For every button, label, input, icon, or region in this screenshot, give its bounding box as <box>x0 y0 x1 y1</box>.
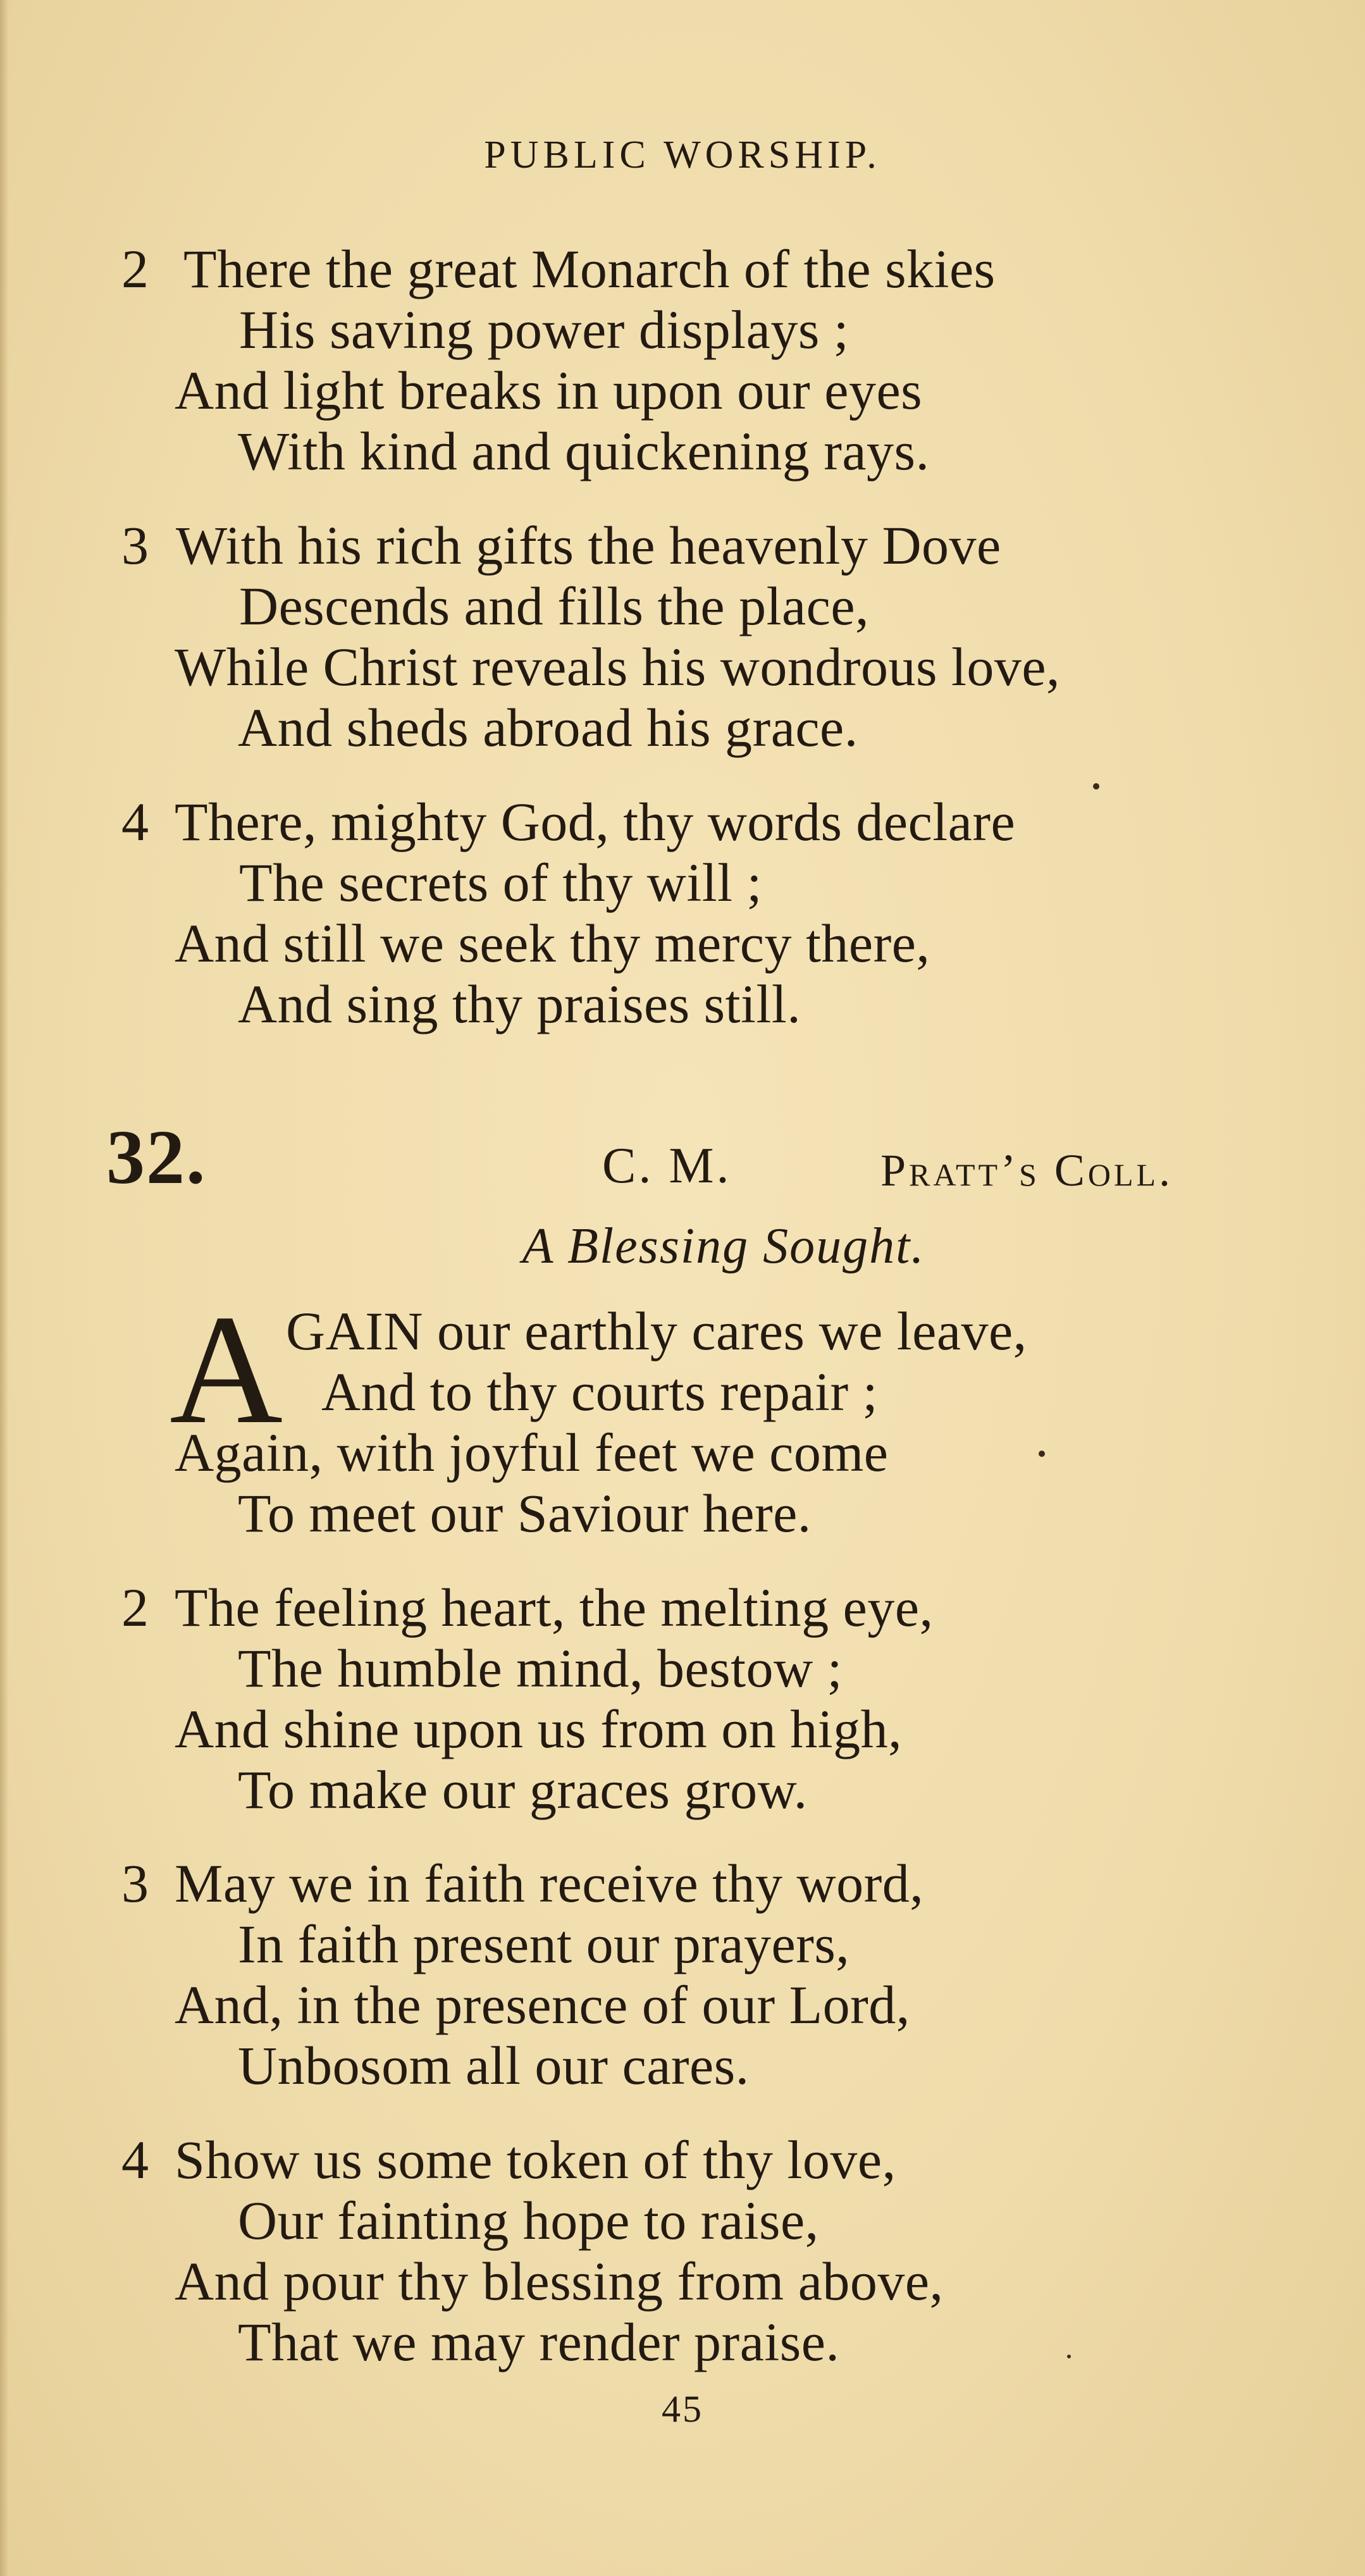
verse-line: To meet our Saviour here. <box>238 1483 812 1544</box>
drop-cap: A <box>170 1282 283 1456</box>
verse-line: That we may render praise. <box>238 2312 840 2372</box>
verse-line: Again, with joyful feet we come <box>175 1422 889 1483</box>
stanza-number: 3 <box>121 515 149 576</box>
stanza-number: 3 <box>121 1853 149 1914</box>
verse-line: The secrets of thy will ; <box>239 852 762 913</box>
page-number: 45 <box>662 2388 703 2430</box>
verse-line: And, in the presence of our Lord, <box>175 1974 910 2035</box>
ink-speck <box>1093 783 1099 790</box>
verse-line: Show us some token of thy love, <box>175 2129 896 2190</box>
verse-line: To make our graces grow. <box>238 1759 808 1820</box>
stanza-number: 2 <box>121 1577 149 1638</box>
page-edge-shadow <box>0 0 9 2576</box>
verse-line: With his rich gifts the heavenly Dove <box>176 515 1001 576</box>
verse-line: Our fainting hope to raise, <box>238 2190 819 2251</box>
verse-line: There, mighty God, thy words declare <box>175 791 1016 852</box>
verse-line: And to thy courts repair ; <box>321 1361 878 1422</box>
verse-line: And still we seek thy mercy there, <box>175 913 930 974</box>
verse-line: His saving power displays ; <box>239 299 849 360</box>
verse-line: And sing thy praises still. <box>238 974 801 1034</box>
verse-line: May we in faith receive thy word, <box>175 1853 924 1914</box>
verse-line: Unbosom all our cares. <box>238 2035 750 2096</box>
running-head: PUBLIC WORSHIP. <box>484 133 881 176</box>
verse-line: GAIN our earthly cares we leave, <box>286 1301 1027 1361</box>
stanza-number: 4 <box>121 791 149 852</box>
stanza-number: 2 <box>121 238 149 299</box>
ink-speck <box>1067 2355 1071 2358</box>
stanza-number: 4 <box>121 2129 149 2190</box>
hymn-source: Pratt’s Coll. <box>880 1145 1174 1196</box>
verse-line: And pour thy blessing from above, <box>175 2251 944 2312</box>
verse-line: Descends and fills the place, <box>239 576 869 636</box>
ink-speck <box>1039 1451 1045 1457</box>
hymn-number: 32. <box>106 1115 207 1200</box>
verse-line: In faith present our prayers, <box>238 1914 850 1974</box>
verse-line: While Christ reveals his wondrous love, <box>175 636 1061 697</box>
verse-line: With kind and quickening rays. <box>238 421 930 481</box>
verse-line: The humble mind, bestow ; <box>238 1638 843 1699</box>
verse-line: And sheds abroad his grace. <box>238 697 858 758</box>
verse-line: And shine upon us from on high, <box>175 1699 903 1759</box>
verse-line: The feeling heart, the melting eye, <box>175 1577 934 1638</box>
verse-line: There the great Monarch of the skies <box>183 238 996 299</box>
verse-line: And light breaks in upon our eyes <box>175 360 923 421</box>
hymn-title: A Blessing Sought. <box>522 1218 925 1274</box>
hymn-meter: C. M. <box>602 1138 732 1194</box>
